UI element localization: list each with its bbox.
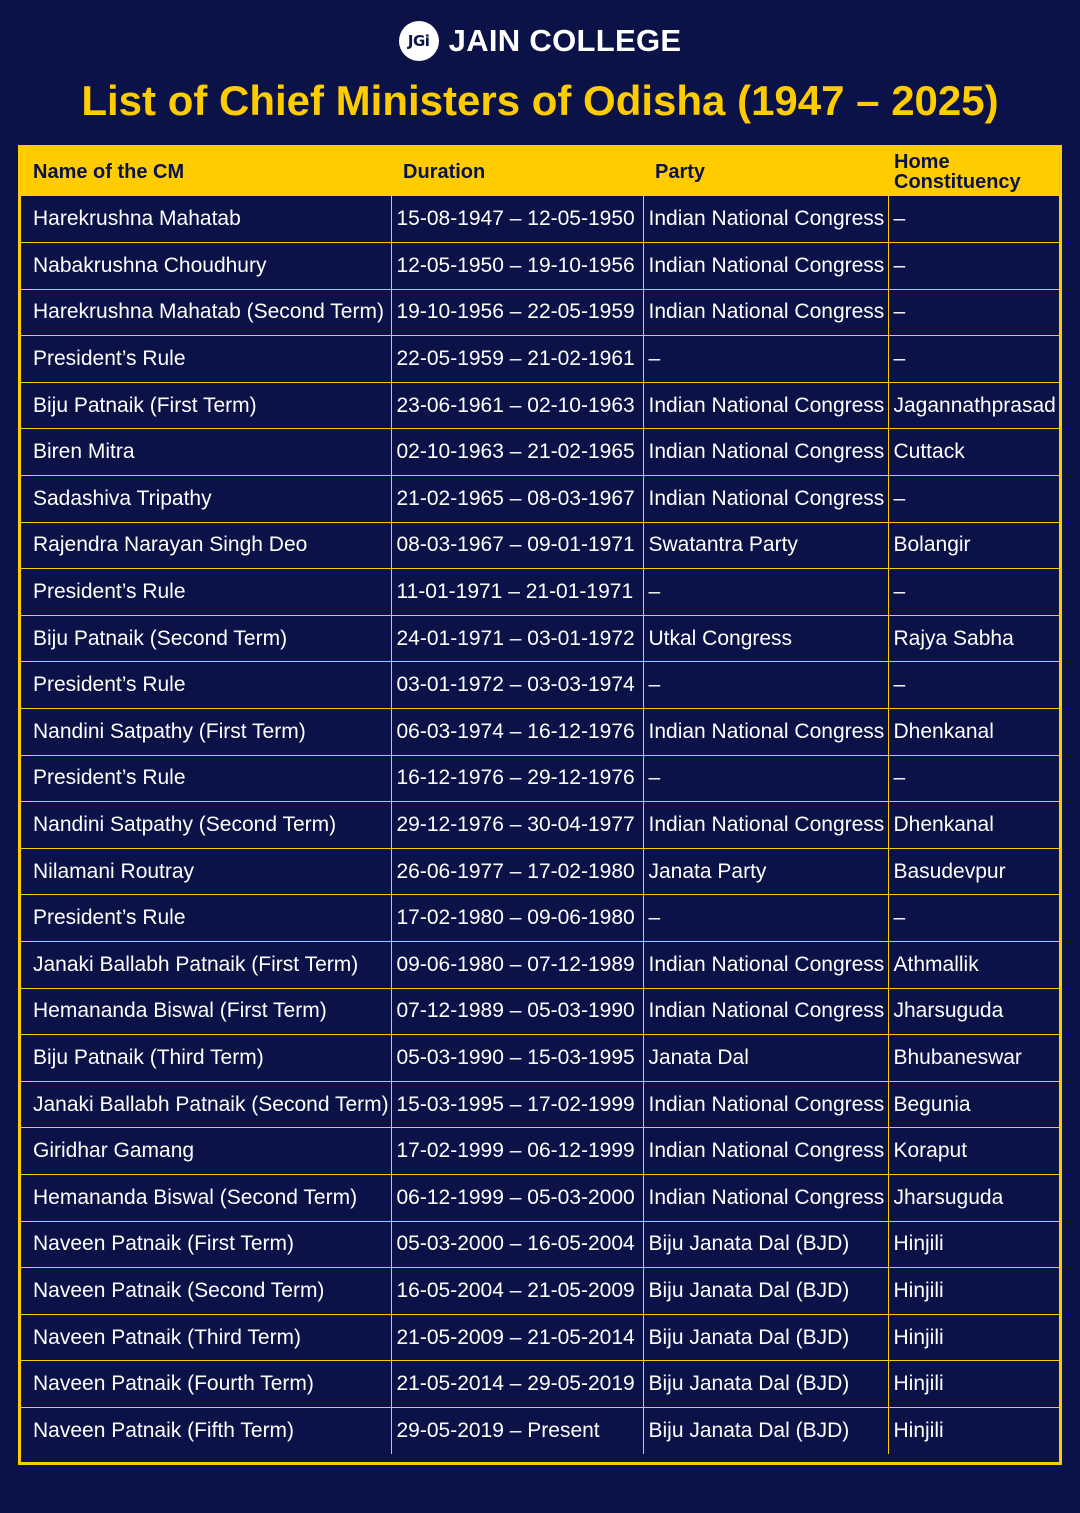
table-row: [21, 1035, 1059, 1082]
table-row: [21, 429, 1059, 476]
cell-party: Utkal Congress: [643, 615, 888, 662]
cell-party: Swatantra Party: [643, 522, 888, 569]
table-row: [21, 615, 1059, 662]
cell-party: –: [643, 662, 888, 709]
cell-home-constituency: –: [888, 755, 1059, 802]
cell-cm-name: Nandini Satpathy (First Term): [21, 709, 391, 756]
table-row: [21, 382, 1059, 429]
cell-cm-name: President’s Rule: [21, 662, 391, 709]
table-row: [21, 662, 1059, 709]
cell-duration: 02-10-1963 – 21-02-1965: [391, 429, 643, 476]
cell-duration: 19-10-1956 – 22-05-1959: [391, 289, 643, 336]
cell-cm-name: President’s Rule: [21, 895, 391, 942]
cell-party: –: [643, 336, 888, 383]
cell-cm-name: Rajendra Narayan Singh Deo: [21, 522, 391, 569]
cell-party: Biju Janata Dal (BJD): [643, 1221, 888, 1268]
cell-home-constituency: Begunia: [888, 1081, 1059, 1128]
cell-duration: 23-06-1961 – 02-10-1963: [391, 382, 643, 429]
cm-table: [21, 148, 1059, 1454]
cell-party: –: [643, 755, 888, 802]
cell-duration: 21-05-2009 – 21-05-2014: [391, 1314, 643, 1361]
cell-home-constituency: Basudevpur: [888, 848, 1059, 895]
cell-cm-name: Naveen Patnaik (Fourth Term): [21, 1361, 391, 1408]
cell-cm-name: Naveen Patnaik (Third Term): [21, 1314, 391, 1361]
table-body: [21, 196, 1059, 1454]
cell-party: Biju Janata Dal (BJD): [643, 1407, 888, 1454]
cell-duration: 06-12-1999 – 05-03-2000: [391, 1174, 643, 1221]
cell-home-constituency: Hinjili: [888, 1361, 1059, 1408]
cell-duration: 05-03-1990 – 15-03-1995: [391, 1035, 643, 1082]
cell-cm-name: Hemananda Biswal (Second Term): [21, 1174, 391, 1221]
cell-cm-name: Sadashiva Tripathy: [21, 476, 391, 523]
header-party: Party: [655, 161, 706, 183]
cell-cm-name: Nabakrushna Choudhury: [21, 243, 391, 290]
cell-party: Biju Janata Dal (BJD): [643, 1268, 888, 1315]
cell-home-constituency: Hinjili: [888, 1407, 1059, 1454]
cell-cm-name: Naveen Patnaik (Second Term): [21, 1268, 391, 1315]
table-row: [21, 1128, 1059, 1175]
cell-home-constituency: –: [888, 569, 1059, 616]
table-row: [21, 336, 1059, 383]
header-name: Name of the CM: [33, 161, 185, 183]
table-row: [21, 1221, 1059, 1268]
cell-cm-name: Janaki Ballabh Patnaik (First Term): [21, 942, 391, 989]
cell-cm-name: Hemananda Biswal (First Term): [21, 988, 391, 1035]
cell-cm-name: Janaki Ballabh Patnaik (Second Term): [21, 1081, 391, 1128]
cell-home-constituency: –: [888, 476, 1059, 523]
cell-cm-name: Biju Patnaik (First Term): [21, 382, 391, 429]
cell-party: Indian National Congress: [643, 1174, 888, 1221]
cell-party: Biju Janata Dal (BJD): [643, 1314, 888, 1361]
cell-duration: 21-05-2014 – 29-05-2019: [391, 1361, 643, 1408]
cell-home-constituency: Dhenkanal: [888, 709, 1059, 756]
cell-home-constituency: Jagannathprasad: [888, 382, 1059, 429]
table-row: [21, 243, 1059, 290]
cell-home-constituency: –: [888, 336, 1059, 383]
cell-home-constituency: Athmallik: [888, 942, 1059, 989]
cell-duration: 29-12-1976 – 30-04-1977: [391, 802, 643, 849]
cell-cm-name: Nilamani Routray: [21, 848, 391, 895]
table-row: [21, 988, 1059, 1035]
cell-home-constituency: Jharsuguda: [888, 1174, 1059, 1221]
cell-duration: 09-06-1980 – 07-12-1989: [391, 942, 643, 989]
table-row: [21, 476, 1059, 523]
cell-duration: 16-05-2004 – 21-05-2009: [391, 1268, 643, 1315]
brand-header: [0, 20, 1080, 62]
cell-duration: 11-01-1971 – 21-01-1971: [391, 569, 643, 616]
cell-party: Janata Party: [643, 848, 888, 895]
cell-party: Indian National Congress: [643, 289, 888, 336]
cm-table-container: [18, 145, 1062, 1465]
cell-duration: 03-01-1972 – 03-03-1974: [391, 662, 643, 709]
cell-cm-name: Naveen Patnaik (Fifth Term): [21, 1407, 391, 1454]
college-logo: JGi: [399, 21, 439, 61]
cell-party: –: [643, 895, 888, 942]
cell-duration: 08-03-1967 – 09-01-1971: [391, 522, 643, 569]
table-row: [21, 709, 1059, 756]
cell-home-constituency: –: [888, 243, 1059, 290]
cell-duration: 17-02-1999 – 06-12-1999: [391, 1128, 643, 1175]
cell-home-constituency: Bhubaneswar: [888, 1035, 1059, 1082]
table-row: [21, 802, 1059, 849]
cell-party: Indian National Congress: [643, 243, 888, 290]
cell-cm-name: Biju Patnaik (Third Term): [21, 1035, 391, 1082]
table-row: [21, 895, 1059, 942]
cell-home-constituency: Koraput: [888, 1128, 1059, 1175]
cell-cm-name: President’s Rule: [21, 336, 391, 383]
cell-cm-name: Biju Patnaik (Second Term): [21, 615, 391, 662]
table-header: [21, 148, 1059, 196]
cell-duration: 05-03-2000 – 16-05-2004: [391, 1221, 643, 1268]
header-duration: Duration: [403, 161, 486, 183]
cell-party: Indian National Congress: [643, 196, 888, 243]
table-row: [21, 942, 1059, 989]
table-row: [21, 196, 1059, 243]
cell-duration: 17-02-1980 – 09-06-1980: [391, 895, 643, 942]
cell-home-constituency: –: [888, 289, 1059, 336]
cell-party: Indian National Congress: [643, 942, 888, 989]
cell-duration: 26-06-1977 – 17-02-1980: [391, 848, 643, 895]
table-row: [21, 522, 1059, 569]
cell-party: Indian National Congress: [643, 709, 888, 756]
college-name: JAIN COLLEGE: [448, 23, 682, 58]
cell-party: Janata Dal: [643, 1035, 888, 1082]
cell-party: Indian National Congress: [643, 1081, 888, 1128]
table-row: [21, 1407, 1059, 1454]
cell-duration: 07-12-1989 – 05-03-1990: [391, 988, 643, 1035]
cell-home-constituency: Hinjili: [888, 1221, 1059, 1268]
cell-duration: 06-03-1974 – 16-12-1976: [391, 709, 643, 756]
cell-party: Indian National Congress: [643, 1128, 888, 1175]
cell-party: –: [643, 569, 888, 616]
cell-cm-name: Giridhar Gamang: [21, 1128, 391, 1175]
cell-home-constituency: Dhenkanal: [888, 802, 1059, 849]
cell-home-constituency: Bolangir: [888, 522, 1059, 569]
cell-home-constituency: Hinjili: [888, 1268, 1059, 1315]
cell-home-constituency: –: [888, 895, 1059, 942]
cell-home-constituency: –: [888, 196, 1059, 243]
cell-duration: 15-03-1995 – 17-02-1999: [391, 1081, 643, 1128]
cell-cm-name: Harekrushna Mahatab: [21, 196, 391, 243]
cell-duration: 21-02-1965 – 08-03-1967: [391, 476, 643, 523]
cell-party: Indian National Congress: [643, 476, 888, 523]
cell-home-constituency: Cuttack: [888, 429, 1059, 476]
cell-party: Indian National Congress: [643, 802, 888, 849]
cell-party: Indian National Congress: [643, 382, 888, 429]
table-row: [21, 755, 1059, 802]
cell-duration: 29-05-2019 – Present: [391, 1407, 643, 1454]
cell-home-constituency: Rajya Sabha: [888, 615, 1059, 662]
page-title: List of Chief Ministers of Odisha (1947 – 2025): [81, 77, 999, 124]
cell-duration: 22-05-1959 – 21-02-1961: [391, 336, 643, 383]
cell-party: Biju Janata Dal (BJD): [643, 1361, 888, 1408]
cell-cm-name: Biren Mitra: [21, 429, 391, 476]
table-row: [21, 1174, 1059, 1221]
cell-cm-name: Nandini Satpathy (Second Term): [21, 802, 391, 849]
cell-party: Indian National Congress: [643, 988, 888, 1035]
table-row: [21, 848, 1059, 895]
table-row: [21, 569, 1059, 616]
cell-duration: 16-12-1976 – 29-12-1976: [391, 755, 643, 802]
cell-duration: 12-05-1950 – 19-10-1956: [391, 243, 643, 290]
cell-party: Indian National Congress: [643, 429, 888, 476]
cell-home-constituency: Hinjili: [888, 1314, 1059, 1361]
table-row: [21, 1361, 1059, 1408]
cell-cm-name: President’s Rule: [21, 755, 391, 802]
cell-home-constituency: –: [888, 662, 1059, 709]
table-row: [21, 289, 1059, 336]
cell-duration: 24-01-1971 – 03-01-1972: [391, 615, 643, 662]
cell-duration: 15-08-1947 – 12-05-1950: [391, 196, 643, 243]
table-header-row: [21, 148, 1059, 196]
table-row: [21, 1314, 1059, 1361]
table-row: [21, 1268, 1059, 1315]
table-row: [21, 1081, 1059, 1128]
cell-cm-name: Harekrushna Mahatab (Second Term): [21, 289, 391, 336]
cell-cm-name: President’s Rule: [21, 569, 391, 616]
header-home-constituency: Home Constituency: [894, 151, 1021, 193]
cell-home-constituency: Jharsuguda: [888, 988, 1059, 1035]
cell-cm-name: Naveen Patnaik (First Term): [21, 1221, 391, 1268]
